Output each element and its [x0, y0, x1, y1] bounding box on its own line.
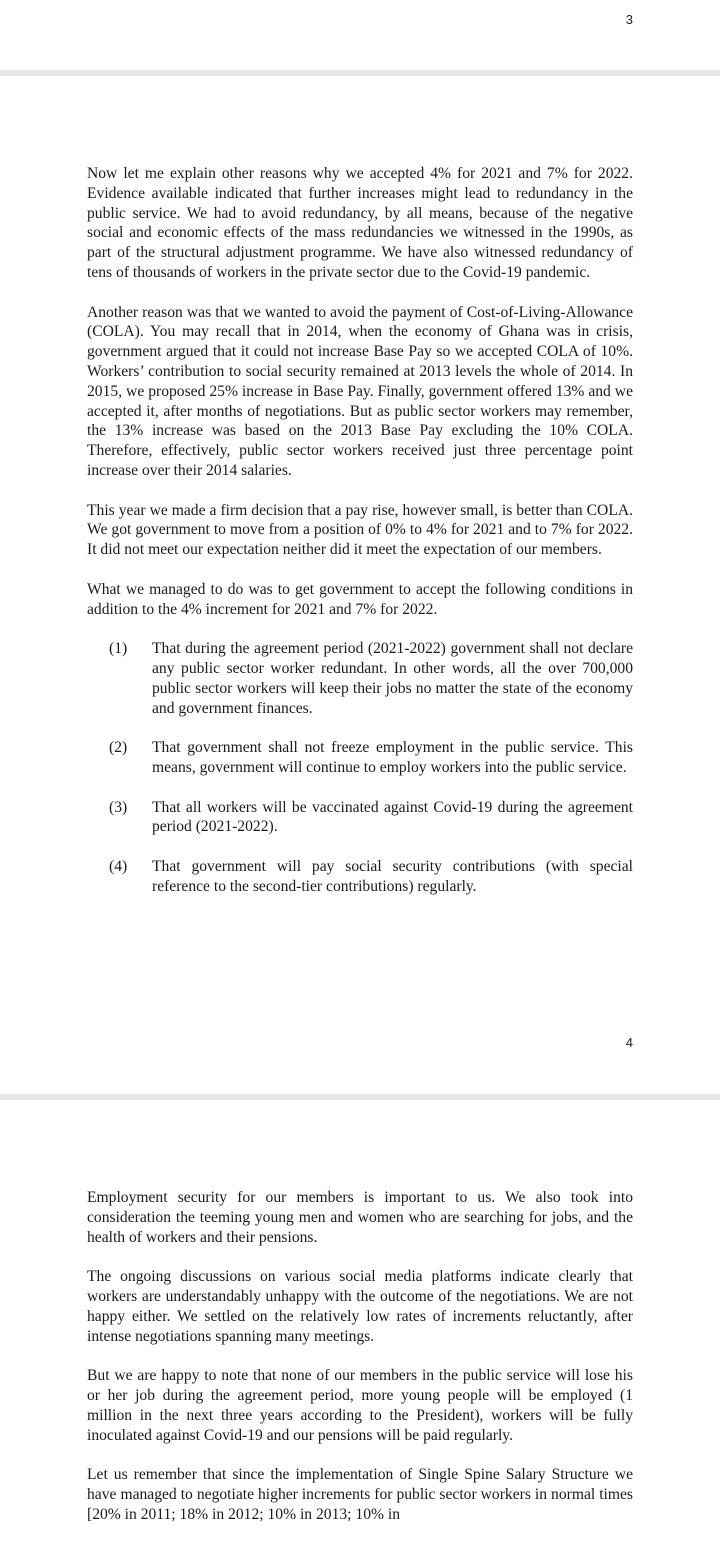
page-number: 3 — [625, 12, 633, 27]
paragraph: Another reason was that we wanted to avoid the payment of Cost-of-Living-Allowance (COLA). You may recall that in 2014, when the economy of Ghana was in crisis, government argued that it could not increase Base Pay so we accepted COLA of 10%. Workers’ contribution to social security remained at 2013 levels the whole of 2014. In 2015, we proposed 25% increase in Base Pay. Finally, government offered 13% and we accepted it, after months of negotiations. But as public sector workers may remember, the 13% increase was based on the 2013 Base Pay excluding the 10% COLA. Therefore, effectively, public sector workers received just three percentage point increase over their 2014 salaries. — [87, 303, 633, 479]
paragraph: The ongoing discussions on various social media platforms indicate clearly that workers are understandably unhappy with the outcome of the negotiations. We are not happy either. We settled on the relatively low rates of increments reluctantly, after intense negotiations spanning many meetings. — [87, 1268, 633, 1345]
condition-number: (3) — [109, 798, 128, 816]
condition-number: (1) — [109, 640, 128, 658]
condition-item — [87, 639, 633, 718]
paragraph: What we managed to do was to get government to accept the following conditions in addition to the 4% increment for 2021 and 7% for 2022. — [87, 580, 633, 618]
condition-text: That all workers will be vaccinated against Covid-19 during the agreement period (2021-2022). — [152, 798, 633, 836]
paragraph: Let us remember that since the implementation of Single Spine Salary Structure we have managed to negotiate higher increments for public sector workers in normal times [20% in 2011; 18% in 2012; 10% in 2013; 10% in — [87, 1466, 633, 1523]
condition-item — [87, 798, 633, 838]
paragraph: But we are happy to note that none of our members in the public service will lose his or her job during the agreement period, more young people will be employed (1 million in the next three years according to the President), workers will be fully inoculated against Covid-19 and our pensions will be paid regularly. — [87, 1367, 633, 1444]
condition-text: That government will pay social security contributions (with special reference to the second-tier contributions) regularly. — [152, 857, 633, 895]
paragraph: This year we made a firm decision that a pay rise, however small, is better than COLA. We got government to move from a position of 0% to 4% for 2021 and to 7% for 2022. It did not meet our expectation neither did it meet the expectation of our members. — [87, 501, 633, 559]
condition-text: That during the agreement period (2021-2022) government shall not declare any public sector worker redundant. In other words, all the over 700,000 public sector workers will keep their jobs no matter the state of the economy and government finances. — [152, 640, 633, 717]
condition-number: (2) — [109, 739, 128, 757]
paragraph: Employment security for our members is important to us. We also took into consideration the teeming young men and women who are searching for jobs, and the health of workers and their pensions. — [87, 1189, 633, 1246]
paragraph: Now let me explain other reasons why we accepted 4% for 2021 and 7% for 2022. Evidence available indicated that further increases might lead to redundancy in the public service. We had to avoid redundancy, by all means, because of the negative social and economic effects of the mass redundancies we witnessed in the 1990s, as part of the structural adjustment programme. We have also witnessed redundancy of tens of thousands of workers in the private sector due to the Covid-19 pandemic. — [87, 165, 633, 281]
page-separator — [0, 1094, 720, 1100]
condition-item — [87, 738, 633, 778]
page-3-body — [87, 164, 633, 916]
page-number: 4 — [625, 1035, 633, 1050]
page-separator — [0, 70, 720, 76]
condition-number: (4) — [109, 857, 128, 875]
condition-text: That government shall not freeze employment in the public service. This means, government will continue to employ workers into the public service. — [152, 739, 633, 776]
page-4-body — [87, 1188, 633, 1544]
condition-item — [87, 857, 633, 897]
